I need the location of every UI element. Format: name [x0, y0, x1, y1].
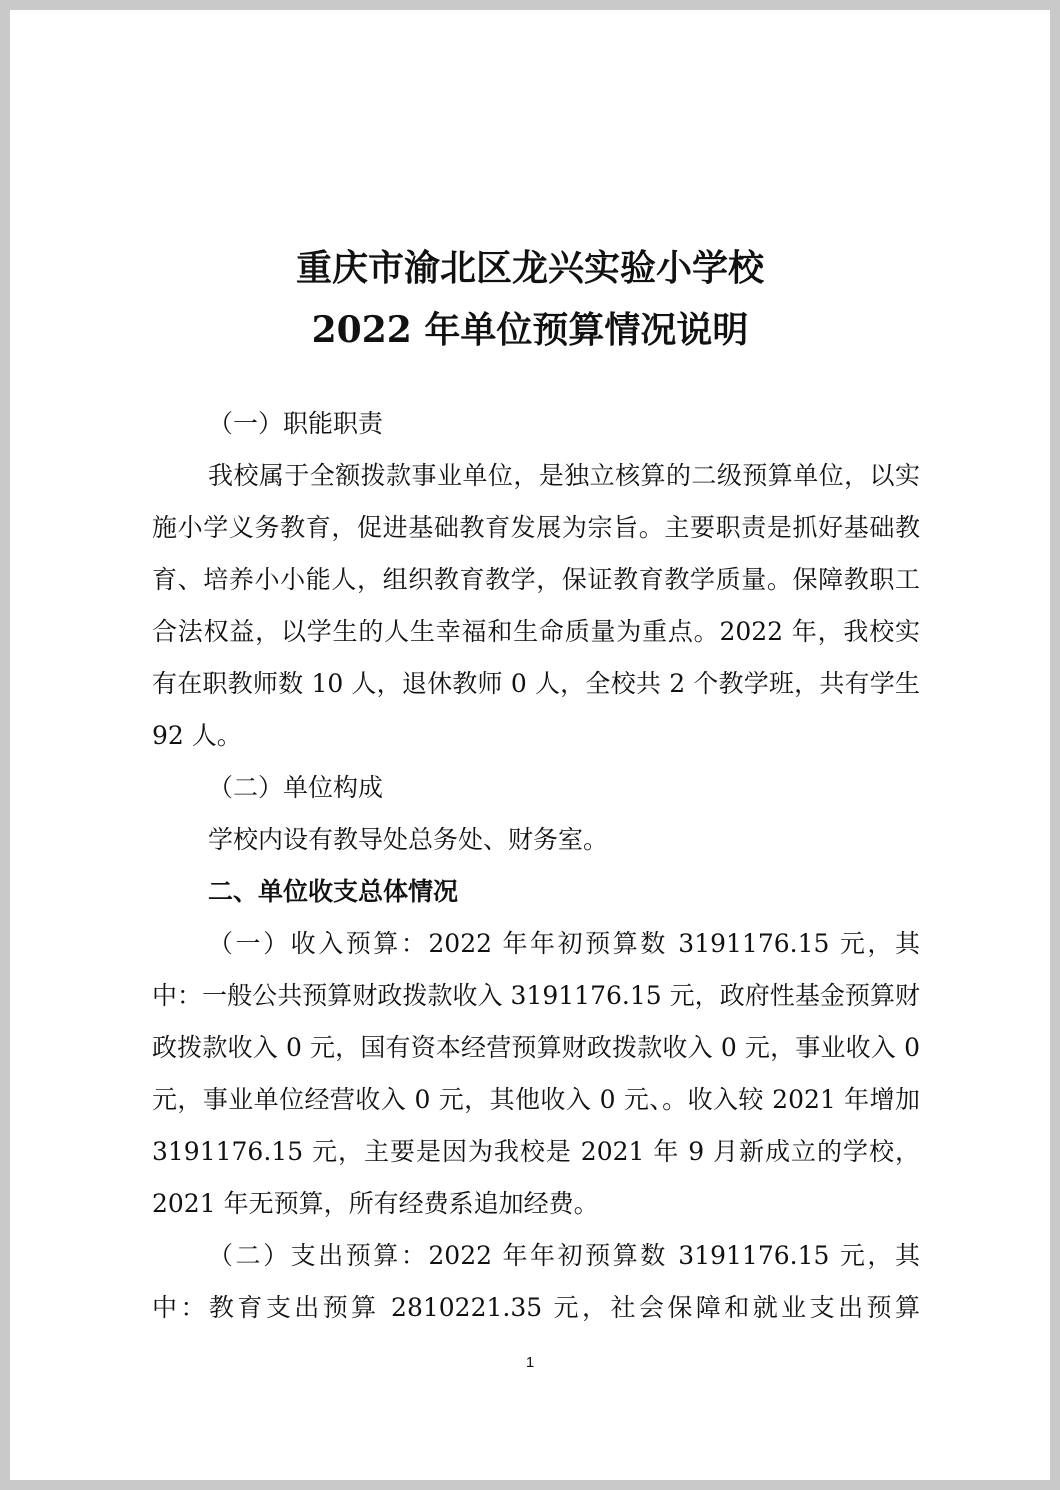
- paragraph-expenditure: （二）支出预算：2022 年年初预算数 3191176.15 元，其中：教育支出预算 2810221.35 元，社会保障和就业支出预算: [152, 1241, 920, 1322]
- paragraph-composition: 学校内设有教导处总务处、财务室。: [208, 825, 609, 854]
- document-page: [10, 10, 1050, 1480]
- document-title-line2: 2022 年单位预算情况说明: [311, 309, 749, 351]
- section-heading-duties: （一）职能职责: [208, 409, 384, 438]
- paragraph-duties: 我校属于全额拨款事业单位，是独立核算的二级预算单位，以实施小学义务教育，促进基础教育发展为宗旨。主要职责是抓好基础教育、培养小小能人，组织教育教学，保证教育教学质量。保障教职工合法权益，以学生的人生幸福和生命质量为重点。2022 年，我校实有在职教师数 10 人，退休教师 0 人，全校共 2 个教学班，共有学生 92 人。: [152, 461, 920, 750]
- section-heading-overview: 二、单位收支总体情况: [208, 877, 459, 906]
- document-title-line1: 重庆市渝北区龙兴实验小学校: [295, 247, 764, 289]
- paragraph-income: （一）收入预算：2022 年年初预算数 3191176.15 元，其中：一般公共预算财政拨款收入 3191176.15 元，政府性基金预算财政拨款收入 0 元，国有资本经营预算财政拨款收入 0 元，事业收入 0 元，事业单位经营收入 0 元，其他收入 0 元、。收入较 2021 年增加 3191176.15 元，主要是因为我校是 2021 年 9 月新成立的学校，2021 年无预算，所有经费系追加经费。: [152, 929, 920, 1218]
- page-number: 1: [525, 1354, 535, 1371]
- document-body: [152, 398, 920, 1334]
- section-heading-composition: （二）单位构成: [208, 773, 384, 802]
